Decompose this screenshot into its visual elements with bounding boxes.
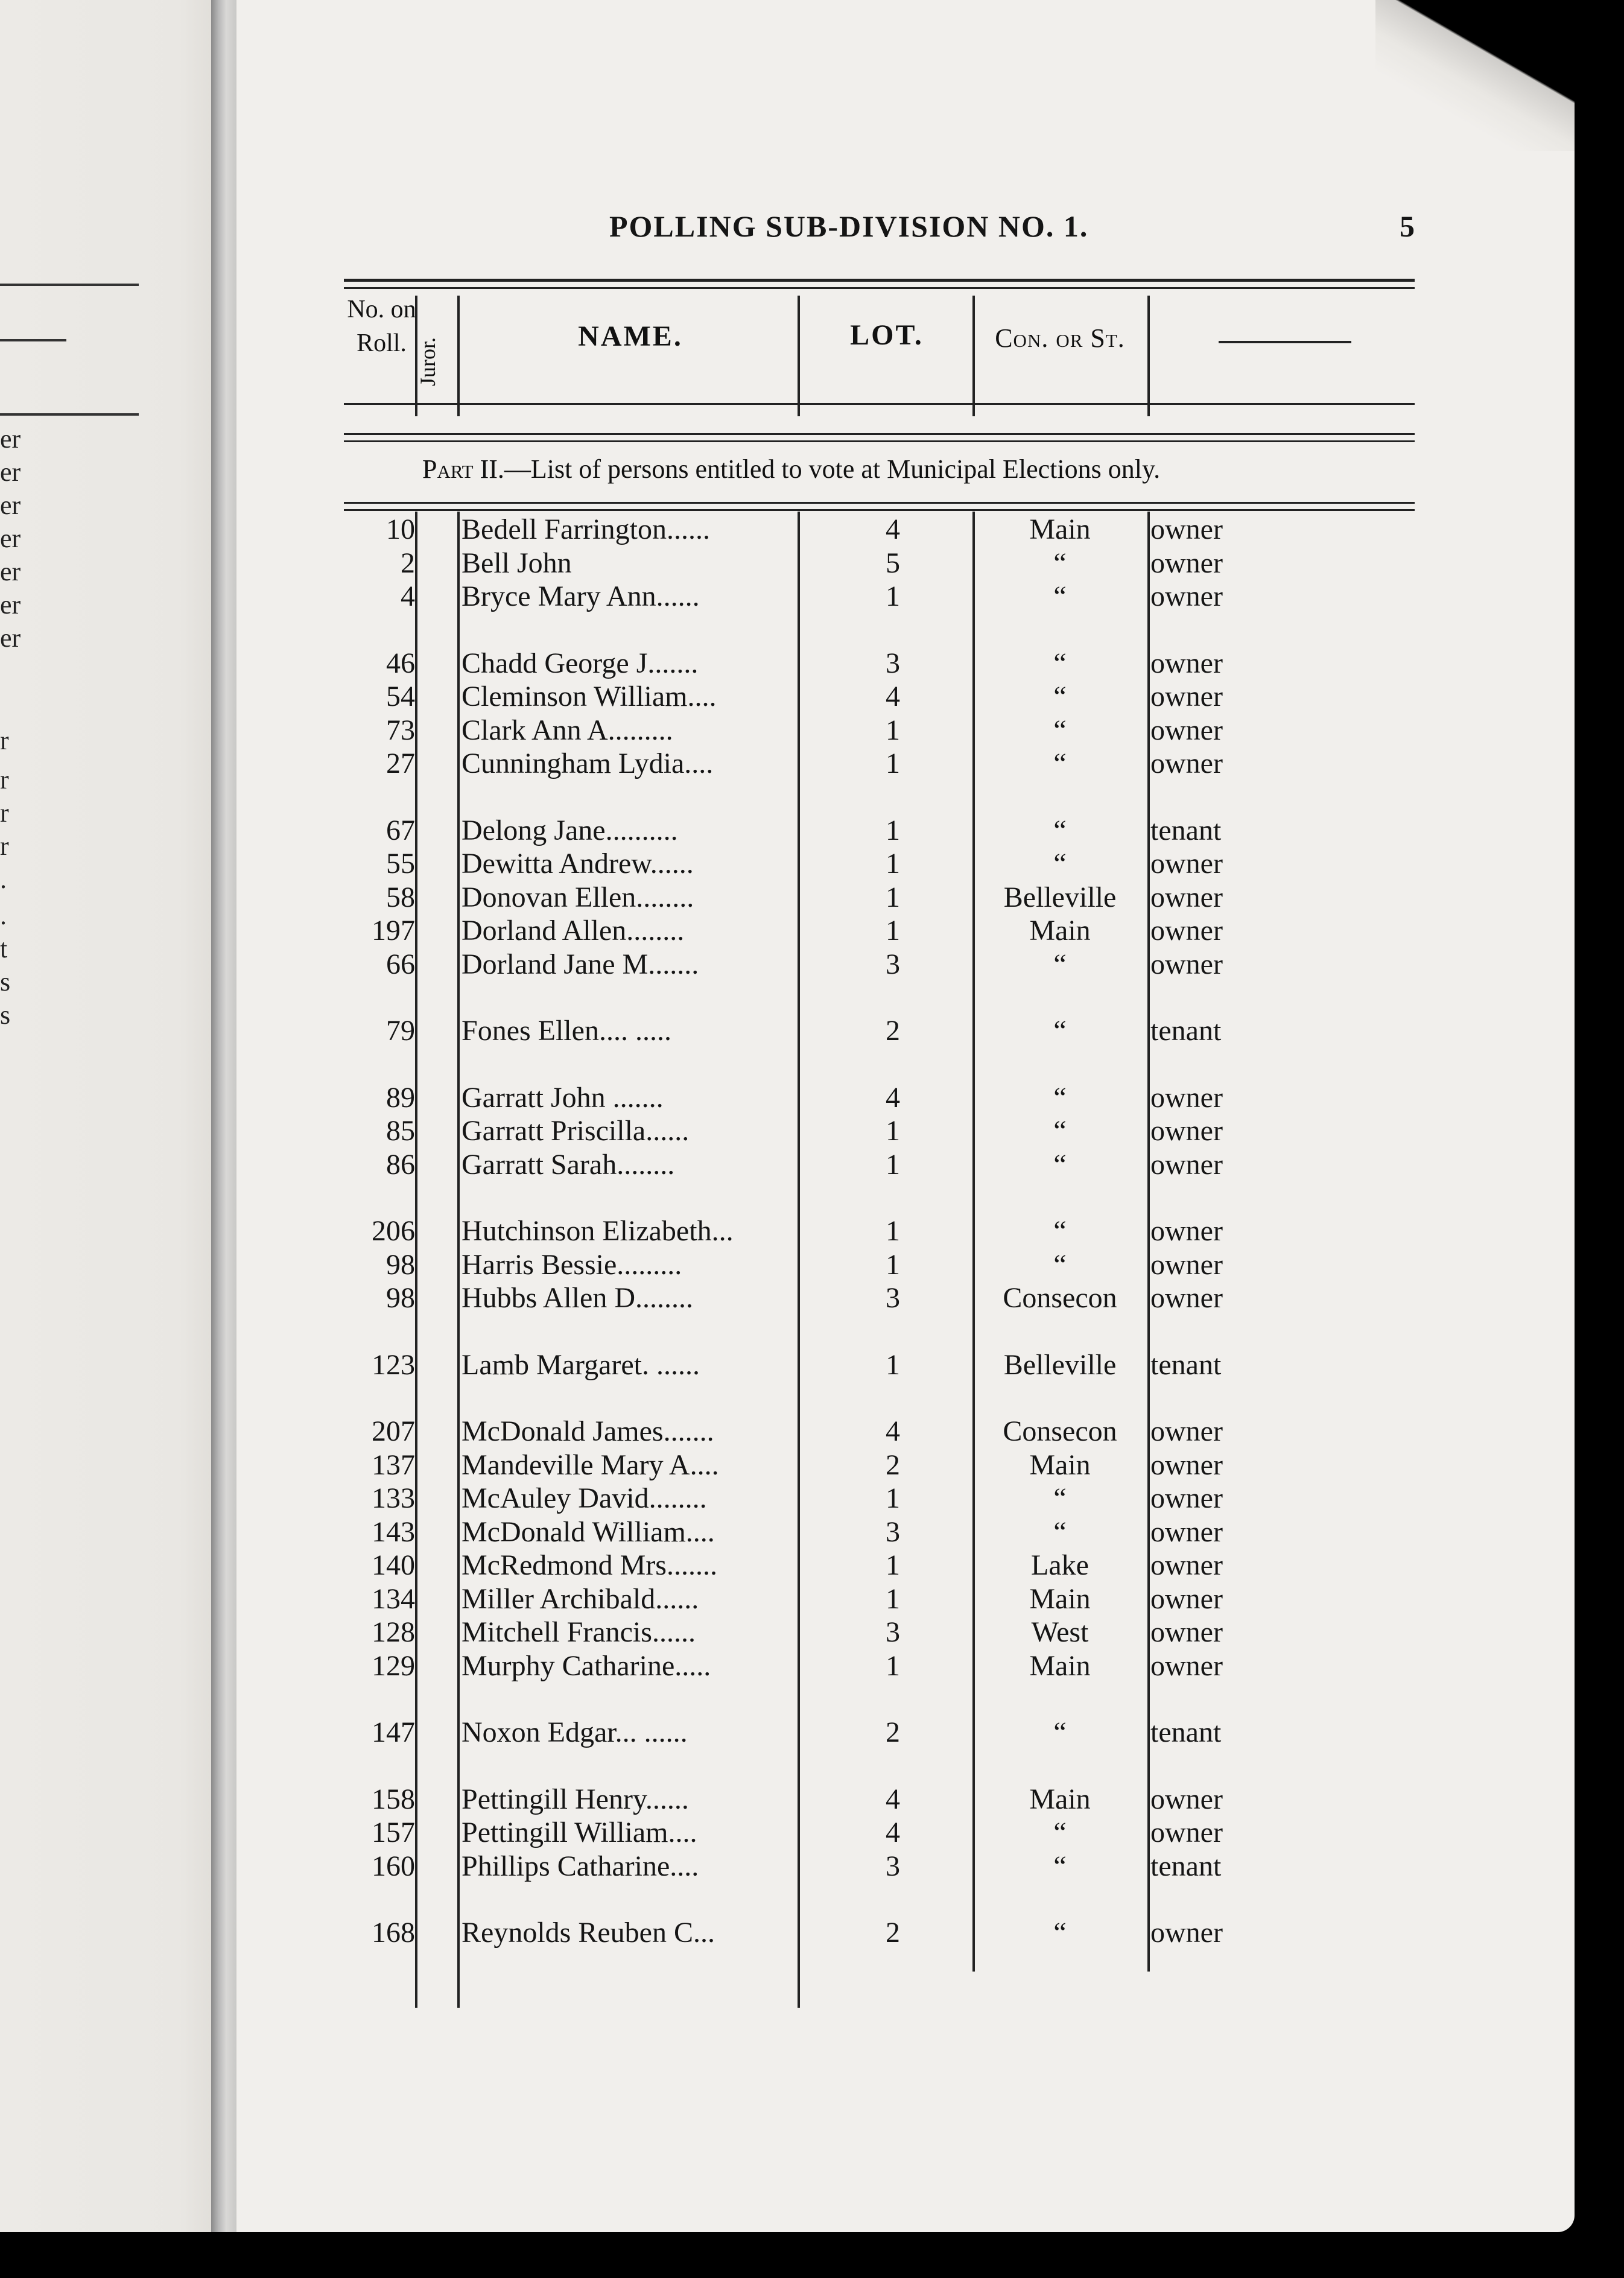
tenure-status: owner	[1150, 747, 1223, 779]
tenure-status: owner	[1150, 1783, 1223, 1815]
roll-number: 73	[386, 714, 415, 746]
roll-number: 66	[386, 948, 415, 980]
column-header-con-or-st: Con. or St.	[995, 323, 1125, 353]
roll-number: 207	[372, 1415, 415, 1447]
lot-number: 1	[886, 1248, 900, 1281]
tenure-status: tenant	[1150, 1348, 1222, 1381]
table-row	[0, 1515, 1448, 1549]
tenure-status: owner	[1150, 1215, 1223, 1247]
column-divider	[457, 296, 460, 416]
table-row	[0, 1114, 1448, 1148]
table-row	[0, 1582, 1448, 1616]
concession: “	[1053, 1917, 1067, 1949]
roll-number: 46	[386, 647, 415, 679]
concession: “	[1053, 1015, 1067, 1047]
concession: “	[1053, 580, 1067, 612]
tenure-status: owner	[1150, 547, 1223, 579]
roll-number: 128	[372, 1616, 415, 1648]
lot-number: 1	[886, 881, 900, 913]
lot-number: 4	[886, 1783, 900, 1815]
voter-name: Mitchell Francis......	[462, 1616, 696, 1648]
lot-number: 1	[886, 814, 900, 846]
concession: “	[1053, 1215, 1067, 1247]
concession: “	[1053, 714, 1067, 746]
concession: “	[1053, 1115, 1067, 1147]
lot-number: 4	[886, 1415, 900, 1447]
tenure-status: owner	[1150, 714, 1223, 746]
roll-number: 123	[372, 1348, 415, 1381]
lot-number: 1	[886, 714, 900, 746]
voter-name: Donovan Ellen........	[462, 881, 694, 913]
concession: “	[1053, 1816, 1067, 1848]
column-divider	[972, 296, 975, 416]
section-rule	[344, 433, 1415, 435]
table-row	[0, 1214, 1448, 1248]
concession: Main	[1029, 1649, 1091, 1682]
section-part: Part II.	[422, 454, 504, 484]
roll-number: 98	[386, 1282, 415, 1314]
tenure-status: owner	[1150, 1282, 1223, 1314]
voter-name: Dorland Allen........	[462, 915, 685, 947]
concession: “	[1053, 547, 1067, 579]
concession: “	[1053, 1716, 1067, 1748]
tenure-status: tenant	[1150, 1015, 1222, 1047]
running-head: POLLING SUB-DIVISION NO. 1.	[609, 209, 1089, 243]
column-header-lot: LOT.	[850, 319, 924, 351]
voter-name: Hutchinson Elizabeth...	[462, 1215, 734, 1247]
previous-page-rule	[0, 284, 139, 286]
tenure-status: owner	[1150, 1448, 1223, 1481]
table-row	[0, 1649, 1448, 1683]
voter-name: Phillips Catharine....	[462, 1850, 699, 1882]
roll-number: 157	[372, 1816, 415, 1848]
tenure-status: owner	[1150, 1148, 1223, 1181]
concession: “	[1053, 1081, 1067, 1114]
tenure-status: owner	[1150, 1649, 1223, 1682]
column-header-name: NAME.	[578, 320, 683, 352]
roll-number: 58	[386, 881, 415, 913]
tenure-status: tenant	[1150, 1716, 1222, 1748]
lot-number: 1	[886, 1148, 900, 1181]
tenure-status: owner	[1150, 948, 1223, 980]
lot-number: 4	[886, 681, 900, 712]
concession: “	[1053, 681, 1067, 712]
table-row	[0, 1014, 1448, 1048]
concession: Main	[1029, 915, 1091, 947]
column-header-no-on-roll: No. on Roll.	[347, 296, 416, 357]
table-row	[0, 513, 1448, 547]
lot-number: 4	[886, 1081, 900, 1114]
tenure-status: owner	[1150, 1081, 1223, 1114]
lot-number: 3	[886, 1282, 900, 1314]
concession: “	[1053, 1515, 1067, 1548]
tenure-status: owner	[1150, 1115, 1223, 1147]
lot-number: 3	[886, 948, 900, 980]
table-row	[0, 948, 1448, 982]
tenure-status: owner	[1150, 1582, 1223, 1615]
roll-number: 197	[372, 915, 415, 947]
lot-number: 4	[886, 513, 900, 545]
previous-page-fragment: r	[0, 831, 9, 861]
concession: Lake	[1031, 1549, 1089, 1581]
table-row	[0, 714, 1448, 747]
concession: Consecon	[1003, 1282, 1117, 1314]
previous-page-fragment: er	[0, 623, 21, 653]
voter-name: Hubbs Allen D........	[462, 1282, 693, 1314]
previous-page-fragment: er	[0, 457, 21, 487]
tenure-status: owner	[1150, 1515, 1223, 1548]
lot-number: 1	[886, 915, 900, 947]
voter-name: McAuley David........	[462, 1482, 707, 1514]
voter-name: Pettingill William....	[462, 1816, 697, 1848]
lot-number: 3	[886, 1850, 900, 1882]
voter-name: Miller Archibald......	[462, 1582, 699, 1615]
concession: Main	[1029, 1783, 1091, 1815]
concession: “	[1053, 1850, 1067, 1882]
table-row	[0, 1415, 1448, 1448]
voter-name: Murphy Catharine.....	[462, 1649, 711, 1682]
lot-number: 1	[886, 1215, 900, 1247]
tenure-status: owner	[1150, 1616, 1223, 1648]
roll-number: 55	[386, 848, 415, 880]
lot-number: 1	[886, 580, 900, 612]
roll-number: 85	[386, 1115, 415, 1147]
previous-page-fragment: .	[0, 865, 7, 894]
roll-number: 147	[372, 1716, 415, 1748]
voter-name: Cleminson William....	[462, 681, 717, 712]
roll-number: 134	[372, 1582, 415, 1615]
roll-number: 140	[372, 1549, 415, 1581]
roll-number: 206	[372, 1215, 415, 1247]
voter-name: Mandeville Mary A....	[462, 1448, 719, 1481]
folded-corner	[1375, 0, 1575, 151]
concession: Main	[1029, 1448, 1091, 1481]
table-row	[0, 1783, 1448, 1816]
roll-number: 89	[386, 1081, 415, 1114]
top-rule	[344, 279, 1415, 282]
lot-number: 2	[886, 1716, 900, 1748]
voter-name: Cunningham Lydia....	[462, 747, 714, 779]
concession: “	[1053, 948, 1067, 980]
previous-page-fragment: .	[0, 901, 7, 930]
roll-number: 133	[372, 1482, 415, 1514]
voter-name: Noxon Edgar... ......	[462, 1716, 688, 1748]
tenure-status: owner	[1150, 513, 1223, 545]
voter-name: Dorland Jane M.......	[462, 948, 699, 980]
tenure-status: owner	[1150, 881, 1223, 913]
roll-number: 143	[372, 1515, 415, 1548]
table-row	[0, 814, 1448, 848]
tenure-status: owner	[1150, 1816, 1223, 1848]
roll-number: 67	[386, 814, 415, 846]
table-row	[0, 580, 1448, 614]
section-description: —List of persons entitled to vote at Municipal Elections only.	[504, 454, 1161, 484]
table-row	[0, 1916, 1448, 1950]
previous-page-fragment: s	[0, 967, 11, 997]
previous-page-fragment: r	[0, 726, 9, 755]
voter-name: Bell John	[462, 547, 572, 579]
voter-name: McDonald James.......	[462, 1415, 714, 1447]
voter-name: Garratt John .......	[462, 1081, 664, 1114]
tenure-status: owner	[1150, 681, 1223, 712]
concession: “	[1053, 1148, 1067, 1181]
roll-number: 168	[372, 1917, 415, 1949]
lot-number: 1	[886, 848, 900, 880]
previous-page-fragment: er	[0, 424, 21, 454]
column-divider	[798, 296, 800, 416]
voter-name: Bryce Mary Ann......	[462, 580, 700, 612]
table-row	[0, 1616, 1448, 1649]
table-row	[0, 547, 1448, 580]
roll-number: 98	[386, 1248, 415, 1281]
roll-number: 2	[401, 547, 415, 579]
tenure-status: owner	[1150, 1549, 1223, 1581]
roll-number: 160	[372, 1850, 415, 1882]
previous-page-fragment: t	[0, 934, 8, 963]
table-row	[0, 1482, 1448, 1515]
lot-number: 1	[886, 1482, 900, 1514]
tenure-status: tenant	[1150, 1850, 1222, 1882]
concession: Consecon	[1003, 1415, 1117, 1447]
table-row	[0, 1248, 1448, 1282]
previous-page-fragment: r	[0, 765, 9, 795]
table-row	[0, 1348, 1448, 1382]
table-row	[0, 881, 1448, 915]
voter-name: Garratt Priscilla......	[462, 1115, 690, 1147]
roll-number: 54	[386, 681, 415, 712]
concession: “	[1053, 747, 1067, 779]
roll-number: 4	[401, 580, 415, 612]
voter-name: Clark Ann A.........	[462, 714, 673, 746]
previous-page-rule	[0, 339, 66, 341]
lot-number: 4	[886, 1816, 900, 1848]
tenure-status: owner	[1150, 915, 1223, 947]
lot-number: 3	[886, 1616, 900, 1648]
table-row	[0, 914, 1448, 948]
header-bottom-rule	[344, 403, 1415, 405]
roll-number: 10	[386, 513, 415, 545]
table-row	[0, 1281, 1448, 1315]
lot-number: 1	[886, 1549, 900, 1581]
page-number: 5	[1400, 209, 1415, 243]
previous-page-fragment: er	[0, 524, 21, 553]
roll-number: 137	[372, 1448, 415, 1481]
voter-name: Delong Jane..........	[462, 814, 678, 846]
voter-name: McDonald William....	[462, 1515, 715, 1548]
voter-name: Fones Ellen.... .....	[462, 1015, 671, 1047]
tenure-status: owner	[1150, 1248, 1223, 1281]
lot-number: 5	[886, 547, 900, 579]
section-title	[422, 454, 1160, 484]
column-header-juror: Juror.	[416, 337, 440, 386]
table-row	[0, 1816, 1448, 1850]
section-rule	[344, 440, 1415, 442]
table-row	[0, 680, 1448, 714]
voter-name: Bedell Farrington......	[462, 513, 710, 545]
concession: “	[1053, 1248, 1067, 1281]
concession: Main	[1029, 513, 1091, 545]
roll-number: 86	[386, 1148, 415, 1181]
lot-number: 1	[886, 1115, 900, 1147]
tenure-status: owner	[1150, 848, 1223, 880]
tenure-status: owner	[1150, 647, 1223, 679]
previous-page-fragment: s	[0, 1000, 11, 1030]
lot-number: 1	[886, 1582, 900, 1615]
tenure-status: owner	[1150, 580, 1223, 612]
concession: “	[1053, 814, 1067, 846]
table-row	[0, 1081, 1448, 1115]
table-row	[0, 847, 1448, 881]
lot-number: 3	[886, 647, 900, 679]
voter-name: Chadd George J.......	[462, 647, 699, 679]
section-rule	[344, 509, 1415, 511]
lot-number: 2	[886, 1917, 900, 1949]
voter-name: Reynolds Reuben C...	[462, 1917, 715, 1949]
concession: Belleville	[1003, 1348, 1117, 1381]
voter-name: Garratt Sarah........	[462, 1148, 675, 1181]
table-row	[0, 747, 1448, 781]
voter-name: Dewitta Andrew......	[462, 848, 694, 880]
voter-name: Lamb Margaret. ......	[462, 1348, 700, 1381]
roll-number: 158	[372, 1783, 415, 1815]
tenure-status: owner	[1150, 1482, 1223, 1514]
column-divider	[1147, 296, 1150, 416]
roll-number: 129	[372, 1649, 415, 1682]
concession: Main	[1029, 1582, 1091, 1615]
previous-page-fragment: er	[0, 590, 21, 620]
table-row	[0, 1549, 1448, 1582]
lot-number: 2	[886, 1015, 900, 1047]
tenure-status: owner	[1150, 1415, 1223, 1447]
voter-name: Harris Bessie.........	[462, 1248, 682, 1281]
roll-number: 79	[386, 1015, 415, 1047]
concession: “	[1053, 1482, 1067, 1514]
table-row	[0, 1716, 1448, 1750]
table-row	[0, 1148, 1448, 1182]
blank-column-rule	[1219, 341, 1351, 343]
previous-page-rule	[0, 413, 139, 416]
lot-number: 1	[886, 747, 900, 779]
previous-page-fragment: er	[0, 557, 21, 586]
table-row	[0, 1448, 1448, 1482]
lot-number: 1	[886, 1649, 900, 1682]
section-rule	[344, 502, 1415, 504]
lot-number: 1	[886, 1348, 900, 1381]
top-rule	[344, 287, 1415, 289]
lot-number: 3	[886, 1515, 900, 1548]
previous-page-fragment: er	[0, 490, 21, 520]
lot-number: 2	[886, 1448, 900, 1481]
previous-page-fragment: r	[0, 798, 9, 828]
concession: Belleville	[1003, 881, 1117, 913]
voter-name: Pettingill Henry......	[462, 1783, 689, 1815]
tenure-status: tenant	[1150, 814, 1222, 846]
table-row	[0, 647, 1448, 681]
roll-number: 27	[386, 747, 415, 779]
voter-name: McRedmond Mrs.......	[462, 1549, 717, 1581]
tenure-status: owner	[1150, 1917, 1223, 1949]
concession: “	[1053, 848, 1067, 880]
concession: West	[1031, 1616, 1089, 1648]
table-row	[0, 1850, 1448, 1883]
concession: “	[1053, 647, 1067, 679]
